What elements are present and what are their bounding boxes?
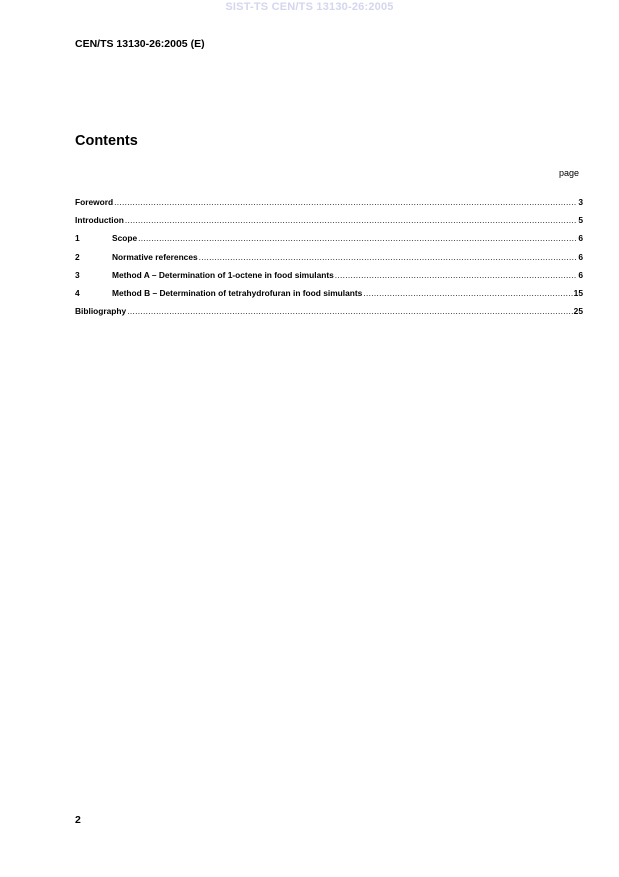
table-of-contents (75, 197, 583, 324)
toc-entry-number: 2 (75, 251, 80, 262)
toc-entry-method-a[interactable] (75, 270, 583, 288)
toc-entry-page: 3 (578, 197, 583, 207)
toc-entry-title: Scope (112, 233, 138, 244)
toc-entry-page: 15 (573, 287, 583, 298)
contents-heading: Contents (75, 133, 138, 149)
toc-entry-title: Introduction (75, 215, 124, 226)
dot-leader (363, 288, 572, 298)
toc-entry-title: Method A – Determination of 1-octene in food simulants (112, 269, 334, 280)
toc-entry-number: 3 (75, 269, 80, 280)
toc-entry-title: Method B – Determination of tetrahydrofuran in food simulants (112, 287, 363, 298)
toc-entry-page: 6 (578, 269, 583, 280)
toc-entry-normative-references[interactable] (75, 252, 583, 270)
toc-entry-method-b[interactable] (75, 288, 583, 306)
toc-entry-title: Normative references (112, 251, 198, 262)
toc-entry-title: Foreword (75, 197, 114, 207)
toc-entry-page: 6 (578, 251, 583, 262)
document-id: CEN/TS 13130-26:2005 (E) (75, 38, 205, 50)
dot-leader (114, 197, 577, 207)
watermark: SIST-TS CEN/TS 13130-26:2005 (225, 1, 394, 13)
dot-leader (199, 252, 578, 262)
toc-entry-number: 1 (75, 233, 80, 244)
dot-leader (127, 306, 572, 316)
toc-entry-number: 4 (75, 287, 80, 298)
dot-leader (335, 270, 578, 280)
toc-entry-introduction[interactable] (75, 215, 583, 233)
toc-entry-page: 6 (578, 233, 583, 244)
page-column-label: page (558, 168, 579, 178)
toc-entry-page: 25 (573, 306, 583, 317)
dot-leader (138, 233, 577, 243)
page-number: 2 (75, 814, 81, 826)
toc-entry-page: 5 (578, 215, 583, 226)
toc-entry-title: Bibliography (75, 306, 127, 317)
toc-entry-foreword[interactable] (75, 197, 583, 215)
toc-entry-bibliography[interactable] (75, 306, 583, 324)
dot-leader (125, 215, 577, 225)
toc-entry-scope[interactable] (75, 233, 583, 251)
